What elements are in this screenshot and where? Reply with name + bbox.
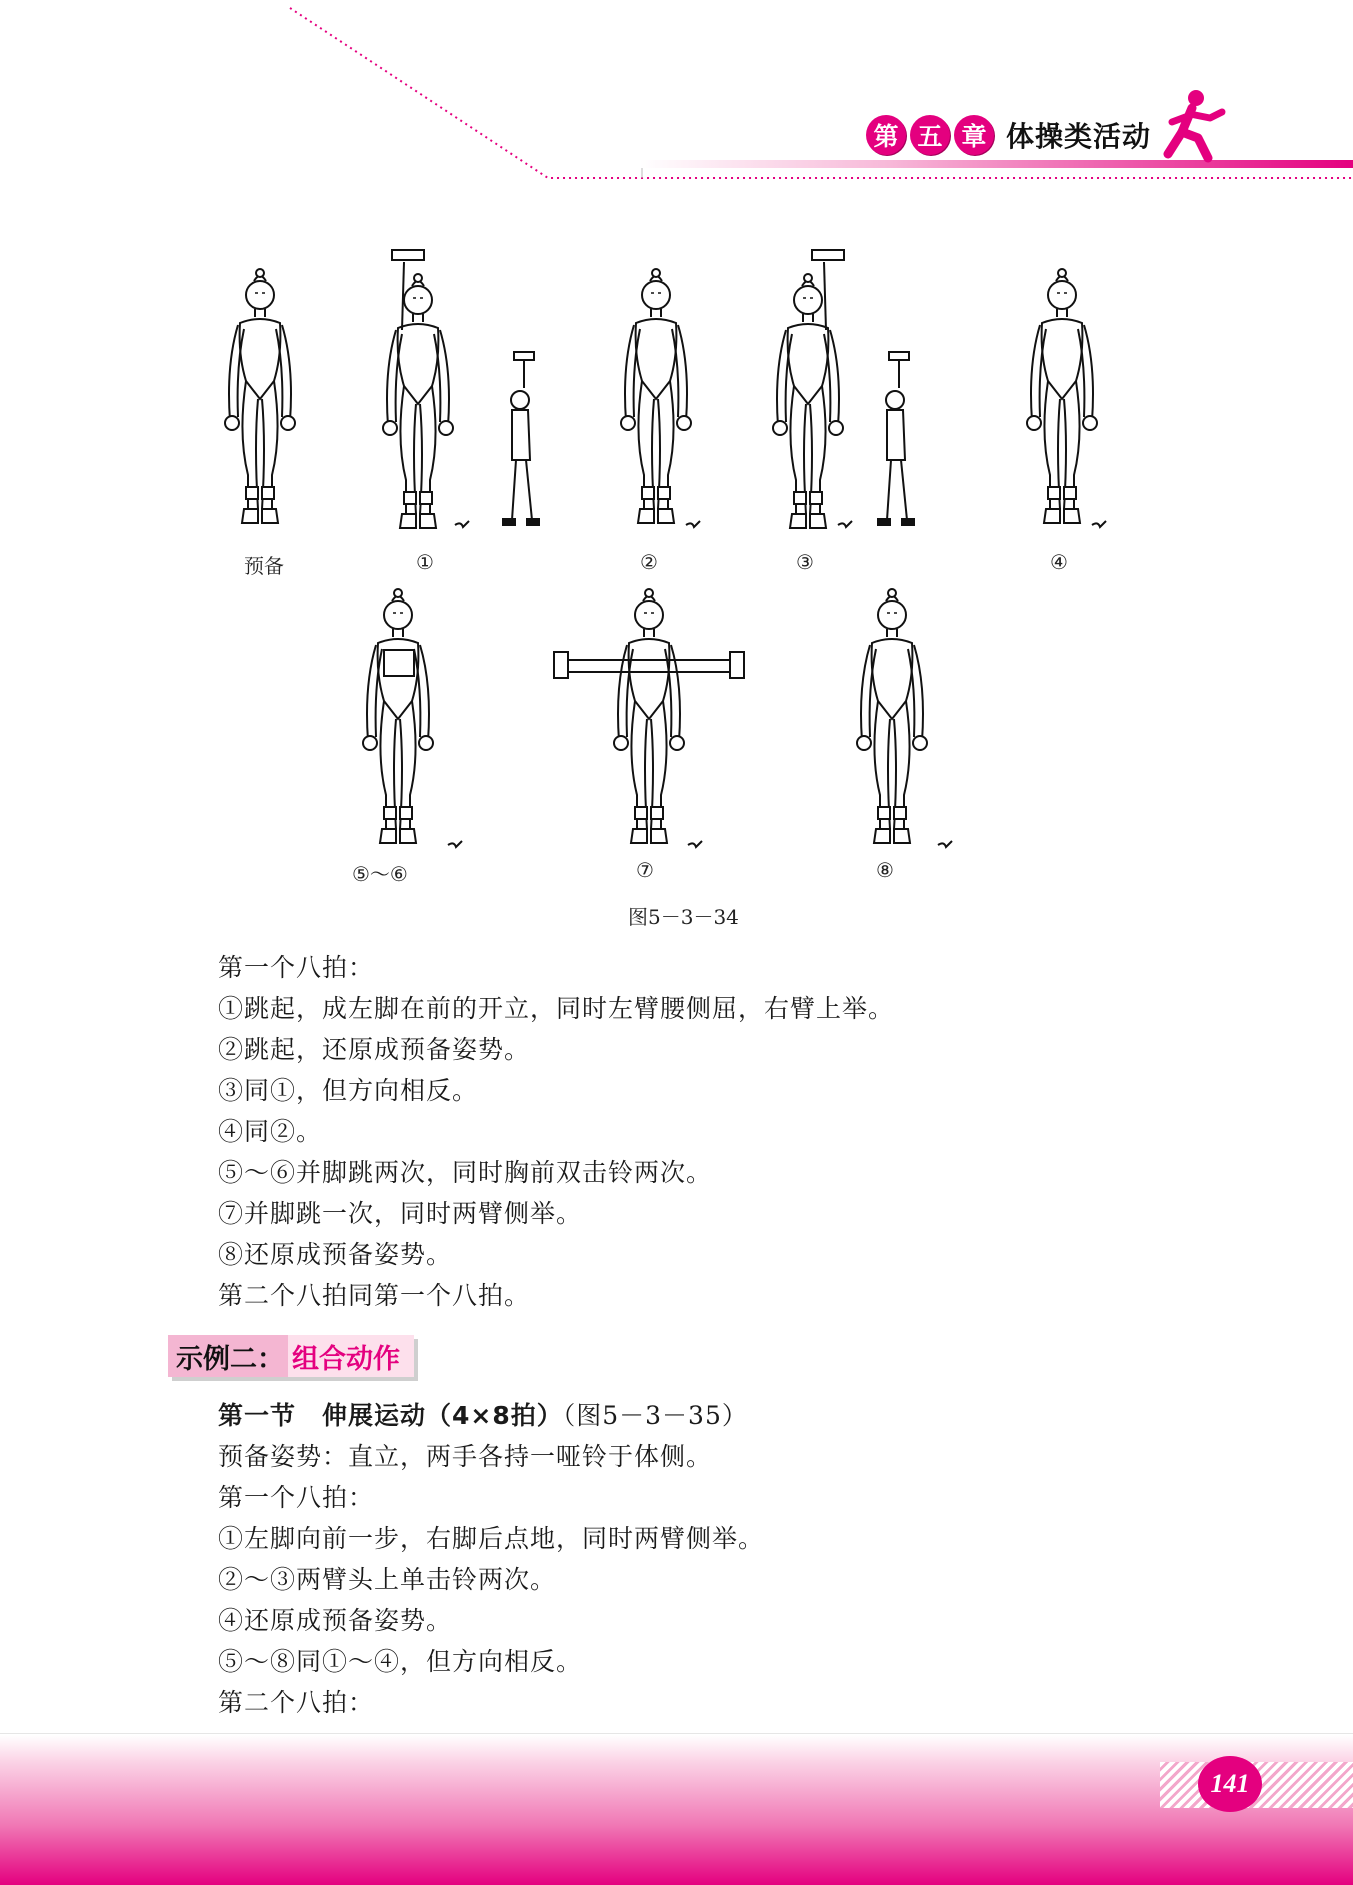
- subsection-title: 第一节 伸展运动（4×8拍）: [218, 1401, 563, 1430]
- text-line: ④同②。: [218, 1117, 323, 1146]
- label-ready: 预备: [244, 554, 284, 578]
- text-line: ④还原成预备姿势。: [218, 1606, 453, 1635]
- page-number: 141: [1198, 1756, 1262, 1812]
- chapter-char-3: 章: [954, 115, 994, 155]
- label-1: ①: [416, 550, 434, 574]
- figure-pose-4: [1027, 269, 1106, 527]
- chapter-char-2: 五: [910, 115, 950, 155]
- text-line: ③同①，但方向相反。: [218, 1076, 479, 1105]
- chapter-char-1: 第: [866, 115, 906, 155]
- figure-pose-7: [554, 589, 744, 847]
- figure-pose-5-6: [363, 589, 462, 847]
- text-line: 第一个八拍：: [218, 953, 375, 982]
- footer-band: [0, 1735, 1353, 1885]
- subsection-heading: [218, 1396, 748, 1432]
- label-5-6: ⑤～⑥: [352, 862, 408, 886]
- text-line: ①跳起，成左脚在前的开立，同时左臂腰侧屈，右臂上举。: [218, 994, 895, 1023]
- figure-pose-ready: [225, 269, 295, 523]
- text-line: ⑦并脚跳一次，同时两臂侧举。: [218, 1199, 583, 1228]
- text-line: ②～③两臂头上单击铃两次。: [218, 1565, 557, 1594]
- text-line: 第二个八拍同第一个八拍。: [218, 1281, 531, 1310]
- figure-pose-2: [621, 269, 700, 527]
- label-7: ⑦: [636, 858, 654, 882]
- text-line: 第一个八拍：: [218, 1483, 375, 1512]
- figure-caption: 图5－3－34: [628, 905, 739, 929]
- text-line: 第二个八拍：: [218, 1688, 375, 1717]
- label-2: ②: [640, 550, 658, 574]
- figure-pose-1: [383, 250, 540, 528]
- chapter-title: 体操类活动: [1006, 120, 1152, 153]
- section-title: 组合动作: [288, 1335, 414, 1377]
- text-line: ⑤～⑧同①～④，但方向相反。: [218, 1647, 583, 1676]
- subsection-ref: （图5－3－35）: [562, 1401, 748, 1430]
- label-4: ④: [1050, 550, 1068, 574]
- text-line: 预备姿势：直立，两手各持一哑铃于体侧。: [218, 1442, 713, 1471]
- text-line: ⑧还原成预备姿势。: [218, 1240, 453, 1269]
- figure-pose-8: [857, 589, 952, 847]
- exercise-figure: [0, 0, 1353, 880]
- text-line: ⑤～⑥并脚跳两次，同时胸前双击铃两次。: [218, 1158, 713, 1187]
- figure-pose-3: [773, 250, 915, 528]
- section-heading: [168, 1335, 414, 1377]
- text-line: ①左脚向前一步，右脚后点地，同时两臂侧举。: [218, 1524, 765, 1553]
- text-line: ②跳起，还原成预备姿势。: [218, 1035, 531, 1064]
- footer-divider: [0, 1733, 1353, 1734]
- section-label: 示例二：: [168, 1335, 288, 1377]
- label-8: ⑧: [876, 858, 894, 882]
- label-3: ③: [796, 550, 814, 574]
